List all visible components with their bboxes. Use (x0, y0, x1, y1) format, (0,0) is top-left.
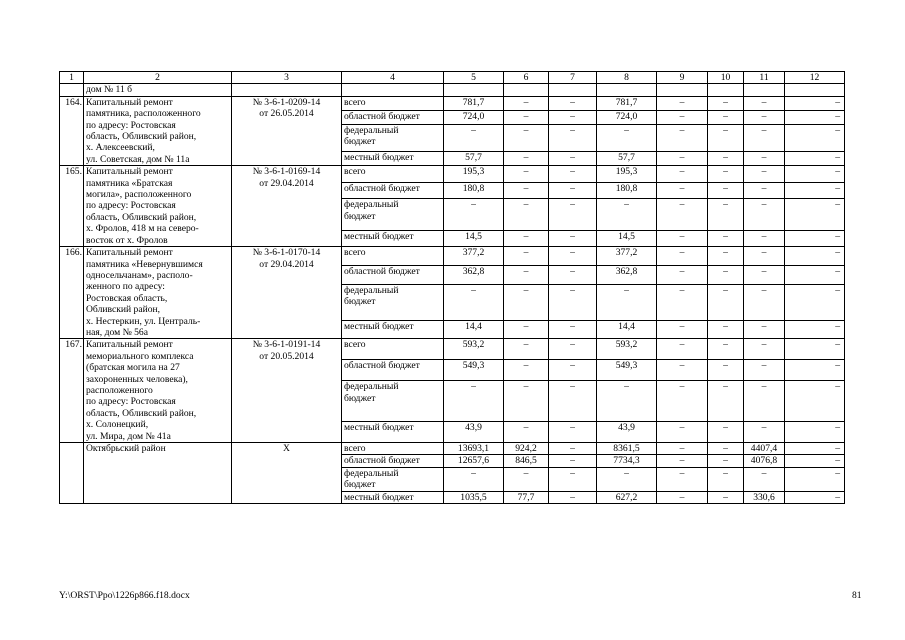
value-cell-col6: – (504, 96, 549, 110)
value-cell-col7: – (549, 467, 597, 491)
value-cell-col12: – (785, 230, 845, 246)
value-cell-col10: – (708, 199, 744, 231)
value-cell-col5: 180,8 (444, 182, 504, 198)
value-cell-col5: 1035,5 (444, 491, 504, 503)
value-cell-col9: – (657, 421, 708, 442)
value-cell-col11: – (744, 247, 785, 266)
object-description-line: захороненных человека), (86, 373, 188, 385)
value-cell-col11: – (744, 199, 785, 231)
object-description-line: мемориального комплекса (86, 350, 194, 362)
document-reference (232, 96, 342, 165)
value-cell-col10: – (708, 360, 744, 381)
value-cell-col6: – (504, 230, 549, 246)
value-cell-col10: – (708, 339, 744, 360)
budget-label-cell (342, 265, 444, 284)
value-cell-col6: – (504, 110, 549, 124)
budget-label-federal: федеральный (344, 284, 399, 296)
value-cell-col5: 43,9 (444, 421, 504, 442)
value-cell-col8: 377,2 (597, 247, 657, 266)
column-number: 2 (84, 72, 232, 84)
value-cell-col7: – (549, 381, 597, 421)
value-cell-col5: 14,5 (444, 230, 504, 246)
value-cell-col9: – (657, 166, 708, 182)
value-cell-col9: – (657, 182, 708, 198)
entry-number: 166. (60, 247, 84, 339)
budget-label-cell (342, 247, 444, 266)
value-cell-col5: – (444, 199, 504, 231)
budget-label-federal: бюджет (344, 479, 376, 491)
object-description-line: ул. Мира, дом № 41а (86, 430, 171, 442)
budget-label-cell (342, 125, 444, 152)
document-reference (232, 247, 342, 339)
value-cell-col6: – (504, 182, 549, 198)
district-row (60, 443, 845, 455)
value-cell-col6: – (504, 247, 549, 266)
value-cell-col12: – (785, 265, 845, 284)
value-cell-col11: – (744, 320, 785, 339)
value-cell-col9: – (657, 320, 708, 339)
object-description-line: памятника «Братская (86, 177, 173, 189)
value-cell-col6: – (504, 320, 549, 339)
footer-file-path: Y:\ORST\Ppo\1226p866.f18.docx (59, 590, 190, 601)
budget-label-cell (342, 491, 444, 503)
empty-cell (504, 84, 549, 96)
value-cell-col11: – (744, 230, 785, 246)
budget-label-cell (342, 443, 444, 455)
value-cell-col9: – (657, 284, 708, 320)
empty-cell (597, 84, 657, 96)
document-reference-line: № 3-6-1-0191-14 (252, 339, 321, 351)
object-description-line: область, Обливский район, (86, 407, 197, 419)
value-cell-col9: – (657, 491, 708, 503)
value-cell-col5: 377,2 (444, 247, 504, 266)
value-cell-col10: – (708, 230, 744, 246)
budget-label-regional: областной бюджет (344, 265, 420, 277)
object-description-line: по адресу: Ростовская (86, 119, 176, 131)
document-reference-line: № 3-6-1-0209-14 (252, 96, 321, 108)
value-cell-col10: – (708, 152, 744, 166)
value-cell-col10: – (708, 182, 744, 198)
value-cell-col7: – (549, 265, 597, 284)
budget-label-federal: бюджет (344, 296, 376, 307)
budget-label-cell (342, 182, 444, 198)
budget-label-cell (342, 320, 444, 339)
value-cell-col9: – (657, 265, 708, 284)
object-description (84, 96, 232, 165)
value-cell-col5: – (444, 467, 504, 491)
document-reference-line: № 3-6-1-0169-14 (252, 166, 321, 178)
value-cell-col8: 57,7 (597, 152, 657, 166)
budget-label-total: всего (344, 339, 366, 351)
value-cell-col10: – (708, 467, 744, 491)
empty-cell (342, 84, 444, 96)
value-cell-col8: – (597, 467, 657, 491)
object-description-line: Обливский район, (86, 304, 161, 316)
value-cell-col5: 12657,6 (444, 455, 504, 467)
value-cell-col9: – (657, 247, 708, 266)
object-description (84, 339, 232, 443)
value-cell-col12: – (785, 381, 845, 421)
value-cell-col11: – (744, 110, 785, 124)
value-cell-col11: – (744, 360, 785, 381)
value-cell-col11: – (744, 125, 785, 152)
footer-page-number: 81 (852, 590, 862, 601)
object-description-line: х. Солонецкий, (86, 419, 149, 431)
budget-label-federal: федеральный (344, 381, 399, 393)
value-cell-col8: 781,7 (597, 96, 657, 110)
value-cell-col12: – (785, 339, 845, 360)
column-number: 8 (597, 72, 657, 84)
value-cell-col8: – (597, 125, 657, 152)
value-cell-col7: – (549, 421, 597, 442)
object-description-line: женного по адресу: (86, 281, 165, 293)
object-description-line: Капитальный ремонт (86, 166, 173, 178)
value-cell-col12: – (785, 360, 845, 381)
budget-label-cell (342, 284, 444, 320)
value-cell-col11: – (744, 421, 785, 442)
value-cell-col8: 180,8 (597, 182, 657, 198)
table-row (60, 166, 845, 182)
value-cell-col12: – (785, 491, 845, 503)
value-cell-col8: 7734,3 (597, 455, 657, 467)
value-cell-col5: 549,3 (444, 360, 504, 381)
object-description-line: Капитальный ремонт (86, 96, 173, 108)
value-cell-col5: 362,8 (444, 265, 504, 284)
value-cell-col11: – (744, 152, 785, 166)
budget-label-federal: федеральный (344, 467, 399, 479)
district-doc: Х (232, 443, 342, 504)
value-cell-col8: – (597, 199, 657, 231)
value-cell-col9: – (657, 152, 708, 166)
entry-number: 164. (60, 96, 84, 165)
value-cell-col12: – (785, 96, 845, 110)
object-description-line: Капитальный ремонт (86, 339, 173, 351)
empty-cell (549, 84, 597, 96)
object-description-line: х. Алексеевский, (86, 142, 155, 154)
value-cell-col12: – (785, 320, 845, 339)
continuation-text: дом № 11 б (84, 84, 232, 96)
value-cell-col6: – (504, 265, 549, 284)
value-cell-col7: – (549, 247, 597, 266)
empty-cell (232, 84, 342, 96)
value-cell-col5: 781,7 (444, 96, 504, 110)
object-description-line: по адресу: Ростовская (86, 200, 176, 212)
budget-label-federal: федеральный (344, 125, 399, 137)
value-cell-col11: – (744, 166, 785, 182)
value-cell-col6: – (504, 125, 549, 152)
value-cell-col10: – (708, 110, 744, 124)
value-cell-col10: – (708, 96, 744, 110)
value-cell-col6: – (504, 381, 549, 421)
value-cell-col12: – (785, 443, 845, 455)
value-cell-col12: – (785, 455, 845, 467)
value-cell-col8: – (597, 381, 657, 421)
budget-label-local: местный бюджет (344, 320, 414, 332)
value-cell-col9: – (657, 381, 708, 421)
document-table (59, 71, 845, 504)
value-cell-col6: – (504, 339, 549, 360)
object-description-line: область, Обливский район, (86, 211, 197, 223)
table-body (60, 72, 845, 504)
object-description-line: односельчанам», располо- (86, 269, 193, 281)
budget-label-local: местный бюджет (344, 421, 414, 433)
value-cell-col7: – (549, 443, 597, 455)
object-description-line: Капитальный ремонт (86, 247, 173, 259)
value-cell-col12: – (785, 152, 845, 166)
object-description-line: могила», расположенного (86, 189, 192, 201)
value-cell-col5: 13693,1 (444, 443, 504, 455)
budget-label-federal: федеральный (344, 199, 399, 211)
value-cell-col12: – (785, 199, 845, 231)
value-cell-col6: – (504, 199, 549, 231)
table-row (60, 96, 845, 110)
budget-label-federal: бюджет (344, 392, 376, 404)
value-cell-col7: – (549, 491, 597, 503)
value-cell-col5: – (444, 381, 504, 421)
column-number: 11 (744, 72, 785, 84)
document-reference-line: от 29.04.2014 (259, 258, 314, 270)
value-cell-col12: – (785, 467, 845, 491)
budget-label-total: всего (344, 166, 366, 178)
column-number: 9 (657, 72, 708, 84)
value-cell-col12: – (785, 110, 845, 124)
value-cell-col8: 627,2 (597, 491, 657, 503)
value-cell-col11: – (744, 381, 785, 421)
object-description-line: ул. Советская, дом № 11а (86, 153, 190, 165)
value-cell-col9: – (657, 230, 708, 246)
budget-label-cell (342, 230, 444, 246)
value-cell-col11: – (744, 265, 785, 284)
value-cell-col7: – (549, 360, 597, 381)
value-cell-col11: 4407,4 (744, 443, 785, 455)
budget-label-cell (342, 110, 444, 124)
budget-label-regional: областной бюджет (344, 110, 420, 122)
value-cell-col8: 8361,5 (597, 443, 657, 455)
value-cell-col7: – (549, 320, 597, 339)
value-cell-col5: 57,7 (444, 152, 504, 166)
value-cell-col12: – (785, 421, 845, 442)
object-description-line: по адресу: Ростовская (86, 396, 176, 408)
column-number: 7 (549, 72, 597, 84)
object-description-line: (братская могила на 27 (86, 362, 180, 374)
budget-label-cell (342, 360, 444, 381)
value-cell-col9: – (657, 443, 708, 455)
document-reference-line: от 29.04.2014 (259, 177, 314, 189)
value-cell-col11: – (744, 339, 785, 360)
value-cell-col5: 195,3 (444, 166, 504, 182)
value-cell-col6: – (504, 467, 549, 491)
budget-label-local: местный бюджет (344, 230, 414, 242)
column-number: 6 (504, 72, 549, 84)
continuation-row (60, 84, 845, 96)
empty-cell (744, 84, 785, 96)
value-cell-col7: – (549, 455, 597, 467)
value-cell-col9: – (657, 125, 708, 152)
value-cell-col5: – (444, 125, 504, 152)
value-cell-col9: – (657, 110, 708, 124)
value-cell-col7: – (549, 110, 597, 124)
value-cell-col7: – (549, 152, 597, 166)
empty-cell (785, 84, 845, 96)
budget-label-total: всего (344, 443, 366, 454)
object-description-line: область, Обливский район, (86, 131, 197, 143)
value-cell-col8: 14,4 (597, 320, 657, 339)
budget-label-cell (342, 166, 444, 182)
value-cell-col10: – (708, 491, 744, 503)
budget-label-total: всего (344, 247, 366, 259)
budget-label-cell (342, 199, 444, 231)
object-description (84, 247, 232, 339)
object-description-line: восток от х. Фролов (86, 234, 168, 246)
entry-number: 167. (60, 339, 84, 443)
value-cell-col12: – (785, 182, 845, 198)
value-cell-col10: – (708, 455, 744, 467)
value-cell-col5: – (444, 284, 504, 320)
object-description (84, 166, 232, 247)
value-cell-col7: – (549, 125, 597, 152)
value-cell-col6: 77,7 (504, 491, 549, 503)
value-cell-col9: – (657, 455, 708, 467)
object-description-line: Ростовская область, (86, 292, 168, 304)
document-reference (232, 339, 342, 443)
document-reference-line: от 20.05.2014 (259, 350, 314, 362)
value-cell-col11: 330,6 (744, 491, 785, 503)
column-number: 1 (60, 72, 84, 84)
value-cell-col6: 846,5 (504, 455, 549, 467)
empty-cell (657, 84, 708, 96)
value-cell-col12: – (785, 125, 845, 152)
budget-label-federal: бюджет (344, 136, 376, 148)
value-cell-col6: – (504, 360, 549, 381)
value-cell-col8: – (597, 284, 657, 320)
value-cell-col9: – (657, 199, 708, 231)
value-cell-col10: – (708, 443, 744, 455)
value-cell-col7: – (549, 166, 597, 182)
value-cell-col5: 724,0 (444, 110, 504, 124)
column-number: 4 (342, 72, 444, 84)
object-description-line: ная, дом № 56а (86, 326, 148, 338)
budget-label-regional: областной бюджет (344, 182, 420, 194)
value-cell-col7: – (549, 284, 597, 320)
document-reference-line: от 26.05.2014 (259, 108, 314, 120)
column-number: 10 (708, 72, 744, 84)
table-row (60, 247, 845, 266)
value-cell-col8: 43,9 (597, 421, 657, 442)
value-cell-col10: – (708, 284, 744, 320)
value-cell-col6: – (504, 421, 549, 442)
budget-label-regional: областной бюджет (344, 455, 420, 467)
value-cell-col8: 724,0 (597, 110, 657, 124)
object-description-line: расположенного (86, 384, 153, 396)
budget-label-cell (342, 455, 444, 467)
value-cell-col6: 924,2 (504, 443, 549, 455)
header-row (60, 72, 845, 84)
value-cell-col10: – (708, 125, 744, 152)
value-cell-col9: – (657, 360, 708, 381)
empty-cell (708, 84, 744, 96)
object-description-line: памятника, расположенного (86, 108, 201, 120)
table-row (60, 339, 845, 360)
value-cell-col11: – (744, 467, 785, 491)
object-description-line: х. Фролов, 418 м на северо- (86, 223, 199, 235)
value-cell-col7: – (549, 96, 597, 110)
value-cell-col7: – (549, 339, 597, 360)
budget-label-regional: областной бюджет (344, 360, 420, 372)
value-cell-col12: – (785, 166, 845, 182)
value-cell-col8: 362,8 (597, 265, 657, 284)
value-cell-col5: 14,4 (444, 320, 504, 339)
budget-label-local: местный бюджет (344, 491, 414, 503)
value-cell-col7: – (549, 230, 597, 246)
value-cell-col10: – (708, 265, 744, 284)
value-cell-col10: – (708, 421, 744, 442)
budget-label-cell (342, 152, 444, 166)
value-cell-col10: – (708, 381, 744, 421)
value-cell-col8: 549,3 (597, 360, 657, 381)
row-number-cell (60, 443, 84, 504)
value-cell-col6: – (504, 166, 549, 182)
value-cell-col9: – (657, 96, 708, 110)
document-reference (232, 166, 342, 247)
entry-number: 165. (60, 166, 84, 247)
row-number-cell (60, 84, 84, 96)
value-cell-col12: – (785, 284, 845, 320)
value-cell-col10: – (708, 247, 744, 266)
budget-label-cell (342, 421, 444, 442)
value-cell-col6: – (504, 152, 549, 166)
budget-label-federal: бюджет (344, 210, 376, 222)
document-reference-line: № 3-6-1-0170-14 (252, 247, 321, 259)
district-name: Октябрьский район (84, 443, 232, 504)
budget-label-cell (342, 96, 444, 110)
column-number: 3 (232, 72, 342, 84)
value-cell-col11: – (744, 182, 785, 198)
budget-label-local: местный бюджет (344, 152, 414, 164)
value-cell-col11: 4076,8 (744, 455, 785, 467)
budget-label-cell (342, 339, 444, 360)
value-cell-col10: – (708, 320, 744, 339)
value-cell-col8: 593,2 (597, 339, 657, 360)
empty-cell (444, 84, 504, 96)
budget-label-total: всего (344, 96, 366, 108)
value-cell-col8: 14,5 (597, 230, 657, 246)
value-cell-col9: – (657, 339, 708, 360)
value-cell-col7: – (549, 182, 597, 198)
value-cell-col7: – (549, 199, 597, 231)
value-cell-col12: – (785, 247, 845, 266)
value-cell-col5: 593,2 (444, 339, 504, 360)
budget-label-cell (342, 467, 444, 491)
value-cell-col6: – (504, 284, 549, 320)
value-cell-col10: – (708, 166, 744, 182)
value-cell-col8: 195,3 (597, 166, 657, 182)
object-description-line: памятника «Невернувшимся (86, 258, 203, 270)
column-number: 5 (444, 72, 504, 84)
value-cell-col9: – (657, 467, 708, 491)
value-cell-col11: – (744, 284, 785, 320)
column-number: 12 (785, 72, 845, 84)
object-description-line: х. Нестеркин, ул. Централь- (86, 315, 201, 327)
value-cell-col11: – (744, 96, 785, 110)
budget-label-cell (342, 381, 444, 421)
